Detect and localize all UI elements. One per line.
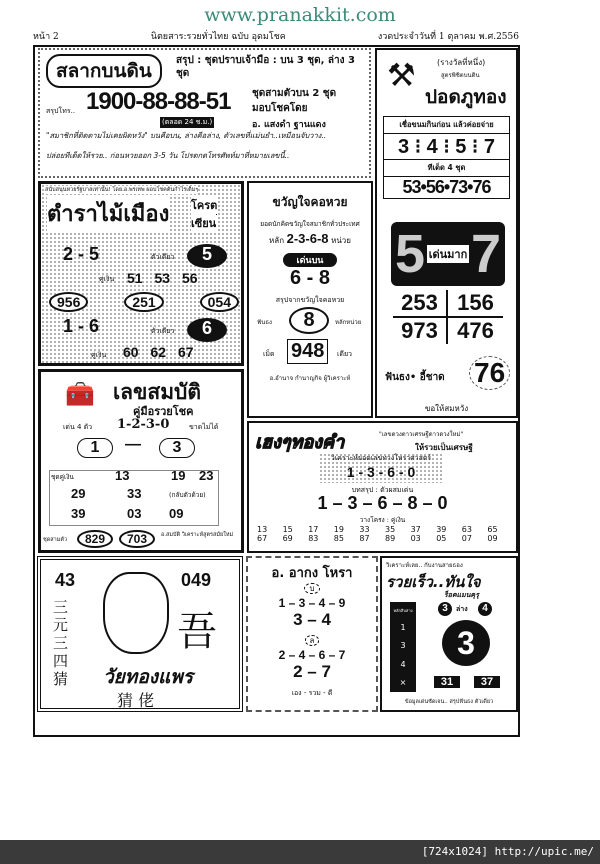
pair-number: 19 <box>333 525 344 534</box>
heng-quote: "เลขดวงดาวเศรษฐีดาวดวงใหม่" <box>379 431 464 438</box>
heng-section <box>247 421 518 553</box>
heng-title: เฮงๆทองคำ <box>255 432 345 453</box>
lak-unit-label: หลักหน่วย <box>335 319 362 326</box>
den4-value: 1-2-3-0 <box>117 417 170 432</box>
arkong-top-seq: 1 – 3 – 4 – 9 <box>278 596 346 610</box>
col-value: 3 <box>400 641 406 651</box>
ruay-big: 3 <box>442 620 490 666</box>
three-number: 703 <box>119 530 155 548</box>
den-right: 7 <box>470 224 501 284</box>
pair-number: 83 <box>308 534 319 543</box>
tamra-money2 <box>123 344 194 360</box>
money-number: 03 <box>127 506 142 521</box>
ruay-column <box>390 602 416 692</box>
money-number: 56 <box>181 270 198 286</box>
tamra-money1 <box>127 270 198 286</box>
arkong-section <box>246 556 378 712</box>
heng-mix: 1 – 3 – 6 – 8 – 0 <box>317 493 448 513</box>
phone-prefix: สรุปโทร.. <box>46 107 76 115</box>
den-left: 5 <box>395 224 426 284</box>
page-number: หน้า 2 <box>33 32 59 42</box>
arkong-title: อ. อากง โหรา <box>271 566 353 581</box>
money-number: 13 <box>115 468 130 483</box>
triple: 956 <box>49 292 88 312</box>
salak-author: อ. แสงดำ ฐานแดง <box>252 120 326 130</box>
money-number: 51 <box>127 270 143 286</box>
met-label: เม็ด <box>263 350 275 358</box>
podthong-grid <box>393 290 503 344</box>
kwanjai-section <box>247 181 373 418</box>
podthong-award: (รางวัลที่หนึ่ง) <box>437 58 486 67</box>
low-mark: ล <box>305 635 320 646</box>
pair-number: 69 <box>282 534 293 543</box>
chinese-right-number: 049 <box>181 570 212 590</box>
met-value: 948 <box>287 339 328 364</box>
single-label: ตัวเดียว <box>151 327 175 335</box>
money-number: 62 <box>150 344 167 360</box>
eat-first-label: เชื่อขนมกินก่อน แล้วค่อยจ่าย <box>384 117 509 134</box>
portrait-face-icon <box>103 572 169 654</box>
podthong-title: ปอดภูทอง <box>425 86 507 108</box>
pair-number: 39 <box>436 525 447 534</box>
pair-number: 65 <box>487 525 498 534</box>
chinese-section <box>37 556 243 712</box>
somabat-author: อ.สมบัติ วิเคราะห์สูตรสมัยใหม่ <box>161 532 234 538</box>
col-value: 4 <box>400 659 406 669</box>
kwanjai-author: อ.อำนาจ กำนาญกิจ ผู้วิเคราะห์ <box>269 375 351 382</box>
pair-number: 87 <box>359 534 370 543</box>
ruay-footer: ข้อมูลเด่นชัดเจน.. สรุปฟันธง ตัวเดียว <box>404 699 494 705</box>
single-label: ตัวเดียว <box>151 253 175 261</box>
pair-number: 63 <box>461 525 472 534</box>
tamra-sub2: เซียน <box>191 214 216 232</box>
phone-number[interactable]: 1900-88-88-51 <box>86 88 231 115</box>
top-mark: บ <box>304 583 319 594</box>
pair-b: 3 <box>159 438 195 458</box>
pair-number: 09 <box>487 534 498 543</box>
grid-cell: 476 <box>457 318 494 343</box>
chinese-bottom-glyphs: 猜 佬 <box>117 691 155 710</box>
pair-number: 85 <box>333 534 344 543</box>
col-value: × <box>399 678 407 688</box>
tamra-triples <box>49 292 239 312</box>
tamra-sub1: โครต <box>191 196 217 215</box>
money-number: 53 <box>154 270 171 286</box>
money-number: 09 <box>169 506 184 521</box>
pair-number: 17 <box>308 525 319 534</box>
pair-number: 07 <box>461 534 472 543</box>
grid-cell: 973 <box>393 318 448 344</box>
money-number: 19 <box>171 468 186 483</box>
site-url: www.pranakkit.com <box>204 4 396 26</box>
den4-label: เด่น 4 ตัว <box>63 423 93 431</box>
den-label: เด่นมาก <box>427 245 470 263</box>
arkong-footer: เอง - รวม - ดี <box>291 689 333 697</box>
somabat-sub: คู่มือรวยโชค <box>133 405 194 418</box>
money-number: 39 <box>71 506 86 521</box>
reaper-figure-icon: ⚒ <box>387 56 416 94</box>
den-bon-badge: เด่นบน <box>283 253 337 267</box>
ruay-title: รวยเร็ว..ทันใจ <box>386 573 481 591</box>
missing-label: ขาดไม่ได้ <box>189 423 219 431</box>
triple: 251 <box>124 292 163 312</box>
treasure-chest-icon: 🧰 <box>65 380 95 408</box>
arkong-top-mark <box>248 582 376 595</box>
ruay-head: วิเคราะห์เลย.. กับงานสายธอง <box>386 562 463 569</box>
image-watermark: [724x1024] http://upic.me/ <box>0 840 600 864</box>
tided-label: ทีเด็ด 4 ชุด <box>384 160 509 177</box>
col-label: หลักสิบล่าง <box>393 607 413 613</box>
salak-set3: ชุดสามตัวบน 2 ชุด <box>252 88 337 99</box>
pair-number: 05 <box>436 534 447 543</box>
grid-cell: 253 <box>393 290 448 318</box>
tamra-single1: 5 <box>187 244 227 268</box>
page-header <box>33 29 519 43</box>
kwanjai-sub: ยอดนักคิดขวัญใจสมาชิกทั่วประเทศ <box>260 220 360 228</box>
tamra-pair1: 2 - 5 <box>63 244 100 264</box>
ruay-section <box>380 556 518 712</box>
podthong-card <box>383 116 510 199</box>
wish-text: ขอให้สมหวัง <box>424 404 469 413</box>
tamra-support: สนับสนุนหวยรัฐบาลเท่านั้น! โดย.อ.พรเทพ ผอบโชคต้นกำไรเต็มๆ <box>45 187 199 193</box>
pair-number: 89 <box>385 534 396 543</box>
chinese-glyph-column: 三元三四猜 <box>53 598 69 688</box>
phandong-label: ฟันธง <box>257 319 272 326</box>
podthong-section <box>375 48 518 418</box>
ruay-top3: 3 <box>438 602 452 616</box>
somabat-section <box>38 369 244 553</box>
chinese-glyph-big: 吾 <box>177 609 217 655</box>
phandong-value: 76 <box>469 356 510 390</box>
ruay-low4: 4 <box>478 602 492 616</box>
phandong-value: 8 <box>289 307 329 334</box>
money-label: ชุดคู่เงิน <box>51 473 74 481</box>
pair-number: 35 <box>385 525 396 534</box>
salak-quote: "สมาชิกที่ติดตามไม่เคยผิดหวัง" บนคือบน, ล่างคือล่าง, ตัวเลขที่แม่นยำ..เหมือนจับวาง.. <box>46 131 327 140</box>
arkong-low-pair: 2 – 7 <box>293 662 331 681</box>
magazine-title: นิตยสาร:รวยทั่วไทย ฉบับ อุดมโชค <box>150 32 286 42</box>
den-bon-value: 6 - 8 <box>289 267 331 289</box>
arkong-top-pair: 3 – 4 <box>293 610 331 629</box>
money-number: 29 <box>71 486 86 501</box>
ruay-low-label: ล่าง <box>456 605 468 613</box>
pair-number: 15 <box>282 525 293 534</box>
heng-top: 1 - 3 - 6 - 0 <box>346 464 416 480</box>
pair-number: 33 <box>359 525 370 534</box>
podthong-sets: 53•56•73•76 <box>402 177 491 197</box>
ruay-sub: ร็อคแมนคุรุ <box>444 591 479 599</box>
heng-pairs <box>257 525 513 543</box>
podthong-formula: สูตรพิชิตบนดิน <box>441 72 480 79</box>
pair-number: 03 <box>410 534 421 543</box>
arkong-low-seq: 2 – 4 – 6 – 7 <box>278 648 346 662</box>
pair-dash: — <box>125 436 141 453</box>
heng-rich: ให้รวยเป็นเศรษฐี <box>415 443 473 452</box>
kwanjai-digits: 2-3-6-8 <box>286 231 329 246</box>
phone-hours: (ตลอด 24 ช.ม.) <box>162 118 213 126</box>
heng-frame-label: วางโครง : คู่เงิน <box>359 516 406 524</box>
pair-number: 13 <box>257 525 268 534</box>
phandong-label: ฟันธง• อี้ชาด <box>385 372 445 383</box>
kwanjai-lak-row <box>249 231 371 247</box>
heng-analyze: วิเคราะห์ยอดเลขทางโหราศาสตร์ <box>330 454 432 462</box>
lak-label: หลัก <box>269 236 285 245</box>
ruay-pair: 37 <box>474 676 500 688</box>
salak-summary: สรุป : ชุดปราบเจ้ามือ : บน 3 ชุด, ล่าง 3 ชุด <box>176 55 355 79</box>
tamra-title: ตำราไม้เมือง <box>47 196 169 231</box>
salak-by: มอบโชคโดย <box>252 103 308 114</box>
kwanjai-summary: สรุปจากขวัญใจคอหวย <box>275 296 345 304</box>
tamra-section <box>38 181 244 366</box>
podthong-digits: 3 ⁝ 4 ⁝ 5 ⁝ 7 <box>384 134 509 160</box>
draw-date: งวดประจำวันที่ 1 ตุลาคม พ.ศ.2556 <box>377 32 519 42</box>
money-label: คู่เงิน <box>99 275 115 283</box>
arkong-low-mark <box>248 634 376 647</box>
salak-section <box>38 48 371 178</box>
chinese-left-number: 43 <box>55 570 76 590</box>
money-number: 33 <box>127 486 142 501</box>
reverse-note: (กลับตัวด้วย) <box>169 491 206 499</box>
tamra-single2: 6 <box>187 318 227 342</box>
heng-summary: บทสรุป : ตัวผสมเด่น <box>351 486 414 494</box>
heng-top-panel <box>319 453 443 483</box>
three-label: ชุดสามตัว <box>43 537 68 543</box>
money-number: 60 <box>123 344 139 360</box>
salak-title: สลากบนดิน <box>46 54 162 88</box>
ruay-pair: 31 <box>434 676 460 688</box>
three-number: 829 <box>77 530 113 548</box>
somabat-title: เลขสมบัติ <box>113 380 202 404</box>
money-number: 67 <box>177 344 194 360</box>
kwanjai-title: ขวัญใจคอหวย <box>272 195 348 209</box>
pair-number: 37 <box>410 525 421 534</box>
tamra-pair2: 1 - 6 <box>63 316 100 336</box>
money-label: คู่เงิน <box>91 351 107 359</box>
single-label: เดียว <box>337 350 352 358</box>
unit-label: หน่วย <box>331 236 351 245</box>
salak-note: ปล่อยทีเด็ดให้รวย.. ก่อนหวยออก 3-5 วัน โปรดกดโทรศัพท์มาที่หมายเลขนี้.. <box>46 151 290 160</box>
pair-number: 67 <box>257 534 268 543</box>
money-number: 23 <box>199 468 214 483</box>
triple: 054 <box>200 292 239 312</box>
pair-a: 1 <box>77 438 113 458</box>
col-value: 1 <box>400 623 406 633</box>
grid-cell: 156 <box>448 290 503 318</box>
chinese-caption: วัยทองแพร <box>103 666 193 688</box>
den-mak-panel <box>391 222 505 286</box>
